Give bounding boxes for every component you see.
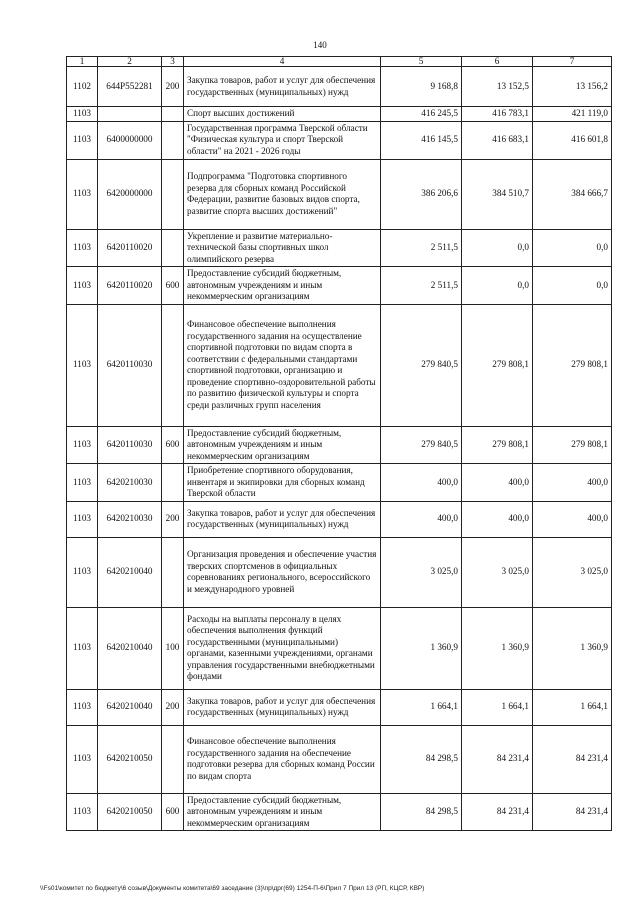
- item-name-cell: Закупка товаров, работ и услуг для обеспечения государственных (муниципальных) нужд: [184, 67, 381, 107]
- item-name-cell: Спорт высших достижений: [184, 107, 381, 122]
- amount-year3-cell: 400,0: [533, 501, 612, 537]
- target-article-cell: 644P552281: [98, 67, 162, 107]
- table-row: [67, 464, 612, 502]
- amount-year3-cell: 279 808,1: [533, 426, 612, 464]
- table-header-row: [67, 57, 612, 67]
- section-code-cell: 1103: [67, 121, 98, 159]
- amount-year1-cell: 400,0: [381, 501, 462, 537]
- target-article-cell: 6400000000: [98, 121, 162, 159]
- target-article-cell: 6420110030: [98, 426, 162, 464]
- section-code-cell: 1103: [67, 464, 98, 502]
- amount-year2-cell: 384 510,7: [462, 159, 533, 229]
- amount-year3-cell: 84 231,4: [533, 793, 612, 831]
- amount-year2-cell: 0,0: [462, 229, 533, 267]
- amount-year2-cell: 13 152,5: [462, 67, 533, 107]
- section-code-cell: 1103: [67, 304, 98, 426]
- table-row: [67, 121, 612, 159]
- table-row: [67, 793, 612, 831]
- expense-type-cell: 200: [162, 501, 184, 537]
- amount-year2-cell: 416 783,1: [462, 107, 533, 122]
- amount-year3-cell: 1 664,1: [533, 689, 612, 725]
- amount-year3-cell: 279 808,1: [533, 304, 612, 426]
- item-name-cell: Организация проведения и обеспечение участия тверских спортсменов в официальных соревнованиях регионального, всероссийского и международного уровней: [184, 537, 381, 607]
- amount-year1-cell: 279 840,5: [381, 426, 462, 464]
- amount-year3-cell: 384 666,7: [533, 159, 612, 229]
- amount-year2-cell: 279 808,1: [462, 304, 533, 426]
- expense-type-cell: [162, 107, 184, 122]
- expense-type-cell: [162, 725, 184, 793]
- expense-type-cell: [162, 229, 184, 267]
- section-code-cell: 1103: [67, 537, 98, 607]
- item-name-cell: Финансовое обеспечение выполнения государственного задания на осуществление спортивной подготовки по видам спорта в соответствии с федеральными стандартами спортивной подготовки, организацию и проведение спортивно-оздоровительной работы по развитию физической культуры и спорта среди различных групп населения: [184, 304, 381, 426]
- amount-year3-cell: 0,0: [533, 229, 612, 267]
- target-article-cell: 6420110020: [98, 229, 162, 267]
- section-code-cell: 1103: [67, 725, 98, 793]
- table-row: [67, 304, 612, 426]
- item-name-cell: Предоставление субсидий бюджетным, автономным учреждениям и иным некоммерческим организациям: [184, 267, 381, 305]
- amount-year2-cell: 279 808,1: [462, 426, 533, 464]
- item-name-cell: Укрепление и развитие материально-технической базы спортивных школ олимпийского резерва: [184, 229, 381, 267]
- section-code-cell: 1103: [67, 426, 98, 464]
- budget-table: [66, 56, 612, 831]
- target-article-cell: 6420110030: [98, 304, 162, 426]
- table-row: [67, 229, 612, 267]
- item-name-cell: Государственная программа Тверской области "Физическая культура и спорт Тверской области" на 2021 - 2026 годы: [184, 121, 381, 159]
- table-row: [67, 426, 612, 464]
- target-article-cell: 6420000000: [98, 159, 162, 229]
- amount-year1-cell: 84 298,5: [381, 725, 462, 793]
- page-number: 140: [313, 40, 327, 50]
- expense-type-cell: [162, 121, 184, 159]
- amount-year1-cell: 1 664,1: [381, 689, 462, 725]
- amount-year3-cell: 13 156,2: [533, 67, 612, 107]
- target-article-cell: [98, 107, 162, 122]
- section-code-cell: 1102: [67, 67, 98, 107]
- section-code-cell: 1103: [67, 267, 98, 305]
- column-header: 4: [184, 57, 381, 67]
- table-row: [67, 537, 612, 607]
- table-row: [67, 607, 612, 689]
- item-name-cell: Финансовое обеспечение выполнения государственного задания на обеспечение подготовки резерва для сборных команд России по видам спорта: [184, 725, 381, 793]
- amount-year1-cell: 2 511,5: [381, 229, 462, 267]
- expense-type-cell: 600: [162, 426, 184, 464]
- section-code-cell: 1103: [67, 607, 98, 689]
- expense-type-cell: [162, 159, 184, 229]
- target-article-cell: 6420210040: [98, 537, 162, 607]
- amount-year1-cell: 84 298,5: [381, 793, 462, 831]
- amount-year3-cell: 416 601,8: [533, 121, 612, 159]
- target-article-cell: 6420210030: [98, 501, 162, 537]
- item-name-cell: Закупка товаров, работ и услуг для обеспечения государственных (муниципальных) нужд: [184, 689, 381, 725]
- amount-year1-cell: 9 168,8: [381, 67, 462, 107]
- item-name-cell: Предоставление субсидий бюджетным, автономным учреждениям и иным некоммерческим организациям: [184, 426, 381, 464]
- amount-year1-cell: 386 206,6: [381, 159, 462, 229]
- section-code-cell: 1103: [67, 501, 98, 537]
- expense-type-cell: 100: [162, 607, 184, 689]
- item-name-cell: Подпрограмма "Подготовка спортивного резерва для сборных команд Российской Федерации, развитие базовых видов спорта, развитие спорта высших достижений": [184, 159, 381, 229]
- table-row: [67, 159, 612, 229]
- table-row: [67, 267, 612, 305]
- target-article-cell: 6420210040: [98, 689, 162, 725]
- expense-type-cell: [162, 304, 184, 426]
- item-name-cell: Расходы на выплаты персоналу в целях обеспечения выполнения функций государственными (муниципальными) органами, казенными учреждениями, органами управления государственными внебюджетными фондами: [184, 607, 381, 689]
- amount-year3-cell: 84 231,4: [533, 725, 612, 793]
- target-article-cell: 6420110020: [98, 267, 162, 305]
- column-header: 1: [67, 57, 98, 67]
- table-row: [67, 67, 612, 107]
- section-code-cell: 1103: [67, 689, 98, 725]
- amount-year1-cell: 416 245,5: [381, 107, 462, 122]
- amount-year1-cell: 1 360,9: [381, 607, 462, 689]
- expense-type-cell: [162, 464, 184, 502]
- amount-year2-cell: 1 360,9: [462, 607, 533, 689]
- amount-year2-cell: 0,0: [462, 267, 533, 305]
- table-row: [67, 725, 612, 793]
- amount-year2-cell: 84 231,4: [462, 793, 533, 831]
- amount-year1-cell: 416 145,5: [381, 121, 462, 159]
- amount-year2-cell: 400,0: [462, 501, 533, 537]
- amount-year2-cell: 3 025,0: [462, 537, 533, 607]
- section-code-cell: 1103: [67, 159, 98, 229]
- amount-year3-cell: 421 119,0: [533, 107, 612, 122]
- section-code-cell: 1103: [67, 793, 98, 831]
- item-name-cell: Предоставление субсидий бюджетным, автономным учреждениям и иным некоммерческим организациям: [184, 793, 381, 831]
- expense-type-cell: 600: [162, 267, 184, 305]
- table-row: [67, 501, 612, 537]
- column-header: 5: [381, 57, 462, 67]
- item-name-cell: Приобретение спортивного оборудования, инвентаря и экипировки для сборных команд Тверской области: [184, 464, 381, 502]
- amount-year2-cell: 1 664,1: [462, 689, 533, 725]
- amount-year1-cell: 2 511,5: [381, 267, 462, 305]
- amount-year1-cell: 400,0: [381, 464, 462, 502]
- table-row: [67, 107, 612, 122]
- column-header: 3: [162, 57, 184, 67]
- column-header: 2: [98, 57, 162, 67]
- amount-year3-cell: 0,0: [533, 267, 612, 305]
- amount-year2-cell: 84 231,4: [462, 725, 533, 793]
- expense-type-cell: 200: [162, 67, 184, 107]
- target-article-cell: 6420210050: [98, 725, 162, 793]
- section-code-cell: 1103: [67, 229, 98, 267]
- target-article-cell: 6420210030: [98, 464, 162, 502]
- amount-year1-cell: 3 025,0: [381, 537, 462, 607]
- amount-year3-cell: 1 360,9: [533, 607, 612, 689]
- amount-year2-cell: 400,0: [462, 464, 533, 502]
- column-header: 6: [462, 57, 533, 67]
- amount-year3-cell: 3 025,0: [533, 537, 612, 607]
- amount-year1-cell: 279 840,5: [381, 304, 462, 426]
- expense-type-cell: 600: [162, 793, 184, 831]
- expense-type-cell: [162, 537, 184, 607]
- section-code-cell: 1103: [67, 107, 98, 122]
- amount-year3-cell: 400,0: [533, 464, 612, 502]
- expense-type-cell: 200: [162, 689, 184, 725]
- file-path-footer: \\Fs01\комитет по бюджету\6 созыв\Документы комитета\69 заседание (3)\пр\дрг(69) 1254-П-6\Прил 7 Прил 13 (РП, КЦСР, КВР): [40, 885, 425, 892]
- target-article-cell: 6420210040: [98, 607, 162, 689]
- amount-year2-cell: 416 683,1: [462, 121, 533, 159]
- target-article-cell: 6420210050: [98, 793, 162, 831]
- item-name-cell: Закупка товаров, работ и услуг для обеспечения государственных (муниципальных) нужд: [184, 501, 381, 537]
- column-header: 7: [533, 57, 612, 67]
- table-row: [67, 689, 612, 725]
